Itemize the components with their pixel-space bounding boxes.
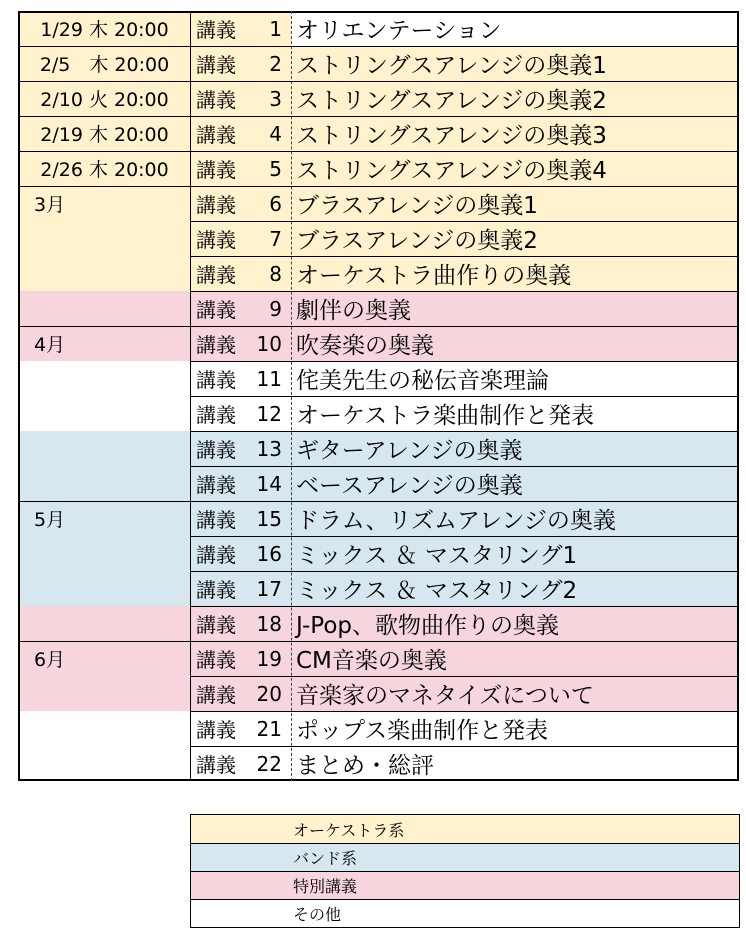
row-divider	[190, 361, 739, 362]
legend-label: その他	[293, 905, 342, 924]
lecture-label: 講義	[196, 53, 236, 77]
lecture-label: 講義	[196, 298, 236, 322]
lecture-number: 7	[269, 226, 282, 251]
month-label: 4月	[34, 334, 66, 356]
row-divider	[18, 326, 739, 327]
lecture-label: 講義	[196, 228, 236, 252]
month-cell-filler	[18, 711, 191, 781]
lecture-label: 講義	[196, 333, 236, 357]
legend-label: 特別講義	[293, 877, 358, 896]
lecture-title: オーケストラ曲作りの奥義	[296, 263, 572, 289]
lecture-number: 10	[256, 331, 282, 356]
lecture-number-cell	[191, 606, 291, 641]
row-divider	[190, 221, 739, 222]
month-label: 3月	[34, 194, 66, 216]
lecture-number-cell	[191, 641, 291, 676]
lecture-title-cell	[291, 501, 739, 536]
lecture-title: ブラスアレンジの奥義2	[296, 228, 538, 254]
lecture-number-cell	[191, 466, 291, 501]
lecture-label: 講義	[196, 683, 236, 707]
color-legend	[190, 814, 740, 928]
lecture-title: ミックス ＆ マスタリング2	[296, 578, 578, 604]
lecture-title-cell	[291, 571, 739, 606]
lecture-title: まとめ・総評	[296, 753, 434, 779]
lecture-label: 講義	[196, 578, 236, 602]
date-cell	[18, 116, 191, 151]
lecture-number: 13	[256, 436, 282, 461]
date-label: 2/5 木 20:00	[39, 54, 170, 76]
lecture-title-cell	[291, 536, 739, 571]
lecture-title-cell	[291, 676, 739, 711]
month-cell-april	[18, 326, 191, 361]
legend-item-special	[191, 871, 739, 899]
month-cell-june	[18, 641, 191, 711]
lecture-label: 講義	[196, 123, 236, 147]
lecture-title-cell	[291, 81, 739, 116]
lecture-title: ブラスアレンジの奥義1	[296, 193, 538, 219]
row-divider	[190, 536, 739, 537]
row-divider	[18, 186, 739, 187]
lecture-label: 講義	[196, 88, 236, 112]
row-divider	[18, 46, 739, 47]
lecture-title-cell	[291, 46, 739, 81]
lecture-label: 講義	[196, 648, 236, 672]
month-cell-filler	[18, 431, 191, 501]
lecture-title: ストリングスアレンジの奥義3	[296, 123, 607, 149]
row-divider	[18, 641, 739, 642]
lecture-number-cell	[191, 291, 291, 326]
lecture-number: 5	[269, 156, 282, 181]
row-divider	[190, 256, 739, 257]
lecture-number-cell	[191, 396, 291, 431]
lecture-label: 講義	[196, 613, 236, 637]
lecture-title-cell	[291, 396, 739, 431]
legend-item-orchestra	[191, 815, 739, 843]
lecture-number: 15	[256, 506, 282, 531]
lecture-title-cell	[291, 746, 739, 781]
lecture-number: 4	[269, 121, 282, 146]
lecture-label: 講義	[196, 403, 236, 427]
month-cell-filler	[18, 291, 191, 326]
lecture-label: 講義	[196, 193, 236, 217]
date-label: 2/10 火 20:00	[40, 89, 169, 111]
lecture-title-cell	[291, 221, 739, 256]
lecture-title: 音楽家のマネタイズについて	[296, 683, 594, 709]
lecture-label: 講義	[196, 18, 236, 42]
month-cell-filler	[18, 361, 191, 431]
schedule-table	[18, 11, 739, 781]
lecture-title: ストリングスアレンジの奥義4	[296, 158, 607, 184]
lecture-number: 9	[269, 296, 282, 321]
lecture-label: 講義	[196, 473, 236, 497]
lecture-title-cell	[291, 291, 739, 326]
lecture-label: 講義	[196, 718, 236, 742]
row-divider	[190, 431, 739, 432]
lecture-title: ストリングスアレンジの奥義2	[296, 88, 607, 114]
lecture-number-cell	[191, 571, 291, 606]
lecture-title: ドラム、リズムアレンジの奥義	[296, 508, 616, 534]
lecture-title-cell	[291, 431, 739, 466]
row-divider	[190, 396, 739, 397]
lecture-title-cell	[291, 711, 739, 746]
lecture-title-cell	[291, 151, 739, 186]
legend-label: オーケストラ系	[293, 820, 405, 840]
lecture-number: 18	[256, 611, 282, 636]
lecture-number: 12	[256, 401, 282, 426]
table-border	[18, 11, 739, 13]
lecture-label: 講義	[196, 158, 236, 182]
lecture-title-cell	[291, 116, 739, 151]
lecture-label: 講義	[196, 438, 236, 462]
lecture-title: ミックス ＆ マスタリング1	[296, 543, 578, 569]
row-divider	[18, 501, 739, 502]
date-cell	[18, 46, 191, 81]
month-label: 6月	[34, 649, 66, 671]
lecture-number: 22	[256, 751, 282, 776]
lecture-label: 講義	[196, 368, 236, 392]
lecture-number: 20	[256, 681, 282, 706]
date-cell	[18, 11, 191, 46]
lecture-label: 講義	[196, 753, 236, 777]
lecture-number-cell	[191, 81, 291, 116]
lecture-number-cell	[191, 221, 291, 256]
month-cell-may	[18, 501, 191, 606]
lecture-number-cell	[191, 256, 291, 291]
lecture-number-cell	[191, 116, 291, 151]
legend-item-other	[191, 899, 739, 927]
lecture-title: ストリングスアレンジの奥義1	[296, 53, 607, 79]
lecture-number-cell	[191, 676, 291, 711]
row-divider	[190, 676, 739, 677]
month-cell-filler	[18, 606, 191, 641]
lecture-number-cell	[191, 151, 291, 186]
lecture-number-cell	[191, 46, 291, 81]
legend-label: バンド系	[293, 849, 358, 868]
lecture-number-cell	[191, 746, 291, 781]
row-divider	[18, 116, 739, 117]
lecture-number: 21	[256, 716, 282, 741]
lecture-title: J-Pop、歌物曲作りの奥義	[296, 613, 559, 639]
lecture-title: 吹奏楽の奥義	[296, 333, 434, 359]
lecture-number: 3	[269, 86, 282, 111]
date-label: 1/29 木 20:00	[40, 19, 169, 41]
row-divider	[190, 606, 739, 607]
table-border	[18, 779, 739, 781]
lecture-title: ギターアレンジの奥義	[296, 438, 523, 464]
row-divider	[190, 571, 739, 572]
date-label: 2/19 木 20:00	[40, 124, 169, 146]
row-divider	[190, 711, 739, 712]
row-divider	[18, 151, 739, 152]
lecture-title: CM音楽の奥義	[296, 648, 447, 674]
lecture-title-cell	[291, 361, 739, 396]
lecture-label: 講義	[196, 508, 236, 532]
row-divider	[190, 291, 739, 292]
date-label: 2/26 木 20:00	[40, 159, 169, 181]
lecture-number: 11	[256, 366, 282, 391]
lecture-number-cell	[191, 361, 291, 396]
lecture-number-cell	[191, 536, 291, 571]
lecture-title-cell	[291, 186, 739, 221]
lecture-title: 劇伴の奥義	[296, 298, 411, 324]
lecture-title-cell	[291, 11, 739, 46]
month-label: 5月	[34, 509, 66, 531]
lecture-title: 侘美先生の秘伝音楽理論	[296, 368, 549, 394]
lecture-title-cell	[291, 256, 739, 291]
lecture-number: 14	[256, 471, 282, 496]
lecture-number-cell	[191, 186, 291, 221]
lecture-number-cell	[191, 501, 291, 536]
row-divider	[18, 81, 739, 82]
lecture-number-cell	[191, 711, 291, 746]
lecture-number: 8	[269, 261, 282, 286]
lecture-number-cell	[191, 326, 291, 361]
lecture-number: 6	[269, 191, 282, 216]
lecture-number-cell	[191, 431, 291, 466]
month-cell-march	[18, 186, 191, 291]
lecture-label: 講義	[196, 263, 236, 287]
lecture-title-cell	[291, 326, 739, 361]
lecture-title: オリエンテーション	[296, 18, 502, 44]
lecture-title-cell	[291, 641, 739, 676]
lecture-number: 16	[256, 541, 282, 566]
date-cell	[18, 81, 191, 116]
lecture-title-cell	[291, 466, 739, 501]
lecture-title: ポップス楽曲制作と発表	[296, 718, 549, 744]
lecture-title: オーケストラ楽曲制作と発表	[296, 403, 595, 429]
row-divider	[190, 466, 739, 467]
lecture-title: ベースアレンジの奥義	[296, 473, 523, 499]
lecture-number: 17	[256, 576, 282, 601]
row-divider	[190, 746, 739, 747]
lecture-title-cell	[291, 606, 739, 641]
table-border	[18, 11, 20, 781]
lecture-number: 2	[269, 51, 282, 76]
lecture-number: 19	[256, 646, 282, 671]
date-cell	[18, 151, 191, 186]
legend-item-band	[191, 843, 739, 871]
lecture-label: 講義	[196, 543, 236, 567]
lecture-number-cell	[191, 11, 291, 46]
lecture-number: 1	[269, 16, 282, 41]
